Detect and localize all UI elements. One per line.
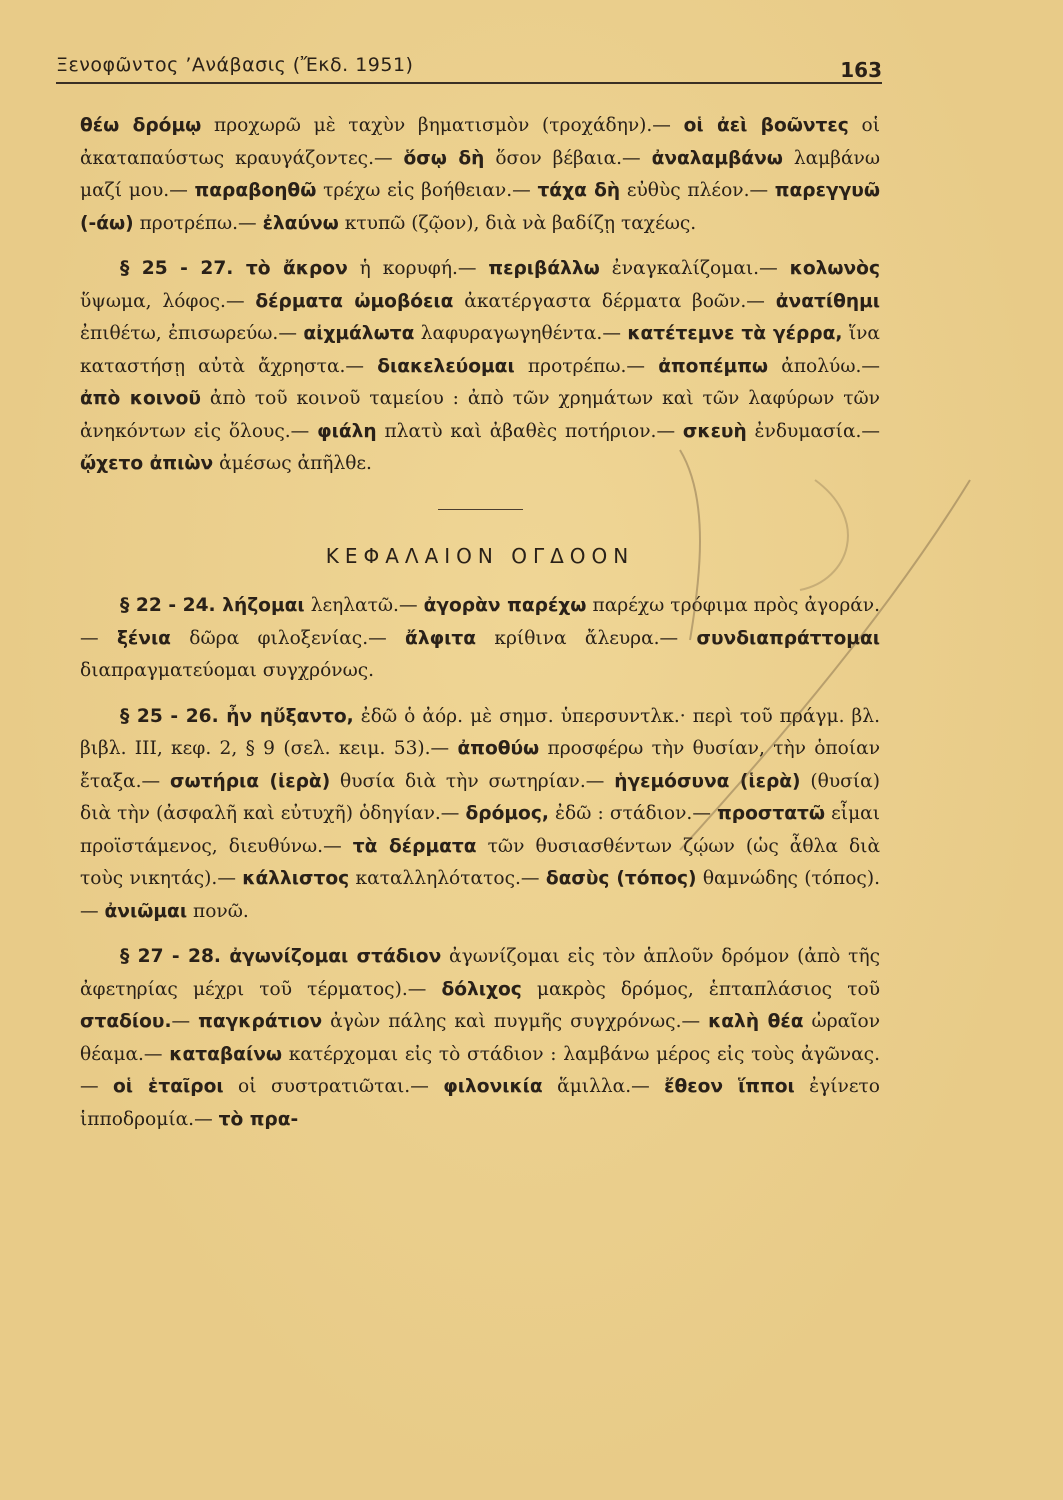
glossary-paragraph-2	[80, 253, 880, 481]
glossary-paragraph-3	[80, 590, 880, 688]
headword: § 25 - 27. τὸ ἄκρον	[120, 258, 348, 279]
glossary-paragraph-1	[80, 110, 880, 240]
definition-text: θαμνώδης (τόπος).—	[80, 868, 880, 922]
definition-text: ἐπιθέτω, ἐπισωρεύω.—	[80, 323, 304, 344]
headword: δέρματα ὠμοβόεια	[255, 290, 454, 312]
definition-text: εὐθὺς πλέον.—	[620, 180, 775, 201]
definition-text: λαμβάνω μαζί μου.—	[80, 147, 881, 201]
headword: οἱ ἀεὶ βοῶντες	[683, 115, 849, 136]
headword: § 25 - 26. ἦν ηὔξαντο,	[120, 705, 354, 727]
headword: τάχα δὴ	[537, 180, 621, 201]
definition-text: ὅσον βέβαια.—	[484, 147, 652, 169]
definition-text: λεηλατῶ.—	[304, 595, 424, 616]
definition-text: (θυσία) διὰ τὴν (ἀσφαλῆ καὶ εὐτυχῆ) ὁδηγίαν.—	[80, 770, 880, 824]
definition-text: οἱ συστρατιῶται.—	[223, 1076, 444, 1097]
headword: τὸ πρα-	[218, 1108, 299, 1130]
headword: προστατῶ	[717, 803, 826, 824]
definition-text: ἐνδυμασία.—	[746, 420, 880, 442]
definition-text: καταλληλότατος.—	[349, 868, 546, 889]
definition-text: ὡραῖον θέαμα.—	[80, 1011, 880, 1065]
definition-text: ἀμέσως ἀπῆλθε.	[213, 453, 372, 474]
headword: ὅσῳ δὴ	[403, 147, 485, 169]
headword: ἀνατίθημι	[775, 290, 881, 312]
headword: κατέτεμνε τὰ γέρρα,	[627, 323, 843, 344]
definition-text: προτρέπω.—	[514, 355, 659, 377]
definition-text: προχωρῶ μὲ ταχὺν βηματισμὸν (τροχάδην).—	[201, 115, 684, 136]
separator-rule	[438, 509, 523, 510]
definition-text: κατέρχομαι εἰς τὸ στάδιον : λαμβάνω μέρος εἰς τοὺς ἀγῶνας.—	[80, 1043, 880, 1097]
definition-text: ἀπὸ τοῦ κοινοῦ ταμείου : ἀπὸ τῶν χρημάτων καὶ τῶν λαφύρων τῶν ἀνηκόντων εἰς ὅλους.—	[80, 388, 880, 442]
definition-text: κτυπῶ (ζῷον), διὰ νὰ βαδίζῃ ταχέως.	[338, 212, 697, 234]
definition-text: ἵνα καταστήσῃ αὐτὰ ἄχρηστα.—	[80, 323, 880, 377]
headword: ξένια	[116, 627, 171, 649]
headword: δασὺς (τόπος)	[545, 868, 697, 889]
headword: παραβοηθῶ	[194, 180, 317, 201]
headword: τὰ δέρματα	[352, 835, 477, 857]
definition-text: πλατὺ καὶ ἀβαθὲς ποτήριον.—	[376, 420, 683, 442]
headword: φιάλη	[317, 420, 377, 442]
headword: σωτήρια (ἱερὰ)	[170, 770, 331, 792]
headword: ἀγορὰν παρέχω	[423, 595, 587, 616]
definition-text: ἅμιλλα.—	[542, 1076, 665, 1097]
headword: ἄλφιτα	[405, 627, 477, 649]
headword: § 22 - 24. λήζομαι	[120, 595, 305, 616]
definition-text: λαφυραγωγηθέντα.—	[414, 323, 628, 344]
definition-text: ἡ κορυφή.—	[347, 258, 489, 279]
glossary-paragraph-4	[80, 701, 880, 929]
definition-text: τρέχω εἰς βοήθειαν.—	[316, 180, 538, 201]
headword: δρόμος,	[465, 803, 549, 824]
headword: δόλιχος	[441, 978, 522, 1000]
running-header	[56, 40, 882, 84]
headword: συνδιαπράττομαι	[696, 627, 880, 649]
definition-text: ἐναγκαλίζομαι.—	[599, 258, 790, 279]
definition-text: προτρέπω.—	[133, 212, 263, 234]
definition-text: οἱ ἀκαταπαύστως κραυγάζοντες.—	[80, 115, 881, 169]
headword: κολωνὸς	[789, 258, 880, 279]
headword: φιλονικία	[443, 1076, 543, 1097]
headword: αἰχμάλωτα	[303, 323, 415, 344]
definition-text: εἶμαι προϊστάμενος, διευθύνω.—	[80, 803, 881, 857]
definition-text: ἀγὼν πάλης καὶ πυγμῆς συγχρόνως.—	[322, 1011, 709, 1032]
headword: ἐλαύνω	[262, 212, 339, 234]
headword: ἀναλαμβάνω	[651, 147, 783, 169]
definition-text: διαπραγματεύομαι συγχρόνως.	[80, 660, 375, 681]
definition-text: προσφέρω τὴν θυσίαν, τὴν ὁποίαν ἔταξα.—	[80, 738, 880, 792]
definition-text: ἐγίνετο ἱπποδρομία.—	[80, 1076, 880, 1130]
definition-text: θυσία διὰ τὴν σωτηρίαν.—	[330, 770, 615, 792]
headword: σκευὴ	[682, 420, 747, 442]
headword: καλὴ θέα	[708, 1011, 804, 1032]
definition-text: μακρὸς δρόμος, ἑπταπλάσιος τοῦ	[521, 978, 880, 1000]
definition-text: ἀπολύω.—	[768, 355, 880, 377]
headword: παρεγγυῶ (-άω)	[80, 180, 880, 234]
definition-text: ὕψωμα, λόφος.—	[80, 290, 256, 312]
headword: ἀποπέμπω	[658, 355, 769, 377]
definition-text: τῶν θυσιασθέντων ζῴων (ὡς ἆθλα διὰ τοὺς νικητάς).—	[80, 835, 881, 889]
headword: διακελεύομαι	[377, 355, 515, 377]
glossary-paragraph-5	[80, 941, 880, 1136]
headword: § 27 - 28. ἀγωνίζομαι στάδιον	[120, 946, 442, 967]
definition-text: δῶρα φιλοξενίας.—	[170, 627, 406, 649]
headword: καταβαίνω	[169, 1043, 283, 1065]
headword: θέω δρόμῳ	[80, 115, 202, 136]
headword: ἔθεον ἵπποι	[664, 1076, 795, 1097]
headword: ἡγεμόσυνα (ἱερὰ)	[614, 770, 801, 792]
chapter-title: ΚΕΦΑΛΑΙΟΝ ΟΓΔΟΟΝ	[325, 543, 635, 568]
headword: ἀνιῶμαι	[104, 900, 188, 922]
headword: σταδίου.	[80, 1011, 172, 1032]
definition-text: ἀκατέργαστα δέρματα βοῶν.—	[453, 290, 776, 312]
headword: ᾤχετο ἀπιὼν	[80, 453, 214, 474]
headword: κάλλιστος	[242, 868, 350, 889]
definition-text: ἐδῶ : στάδιον.—	[548, 803, 718, 824]
headword: ἀπὸ κοινοῦ	[80, 388, 201, 409]
running-title: Ξενοφῶντος ’Ανάβασις (Ἔκδ. 1951)	[56, 54, 414, 76]
headword: περιβάλλω	[488, 258, 600, 279]
headword: ἀποθύω	[457, 738, 540, 759]
headword: οἱ ἑταῖροι	[113, 1076, 224, 1097]
definition-text: πονῶ.	[187, 900, 249, 922]
definition-text: ἐδῶ ὁ ἀόρ. μὲ σημσ. ὑπερσυντλκ.· περὶ τοῦ πράγμ. βλ. βιβλ. III, κεφ. 2, § 9 (σελ. κειμ. 53).—	[80, 705, 880, 759]
headword: παγκράτιον	[198, 1011, 323, 1032]
definition-text: ἀγωνίζομαι εἰς τὸν ἁπλοῦν δρόμον (ἀπὸ τῆς ἀφετηρίας μέχρι τοῦ τέρματος).—	[80, 946, 880, 1000]
page-body	[80, 110, 880, 1149]
page-number: 163	[840, 58, 882, 82]
definition-text: κρίθινα ἄλευρα.—	[476, 627, 697, 649]
definition-text: —	[171, 1011, 199, 1032]
definition-text: παρέχω τρόφιμα πρὸς ἀγοράν.—	[80, 595, 881, 649]
